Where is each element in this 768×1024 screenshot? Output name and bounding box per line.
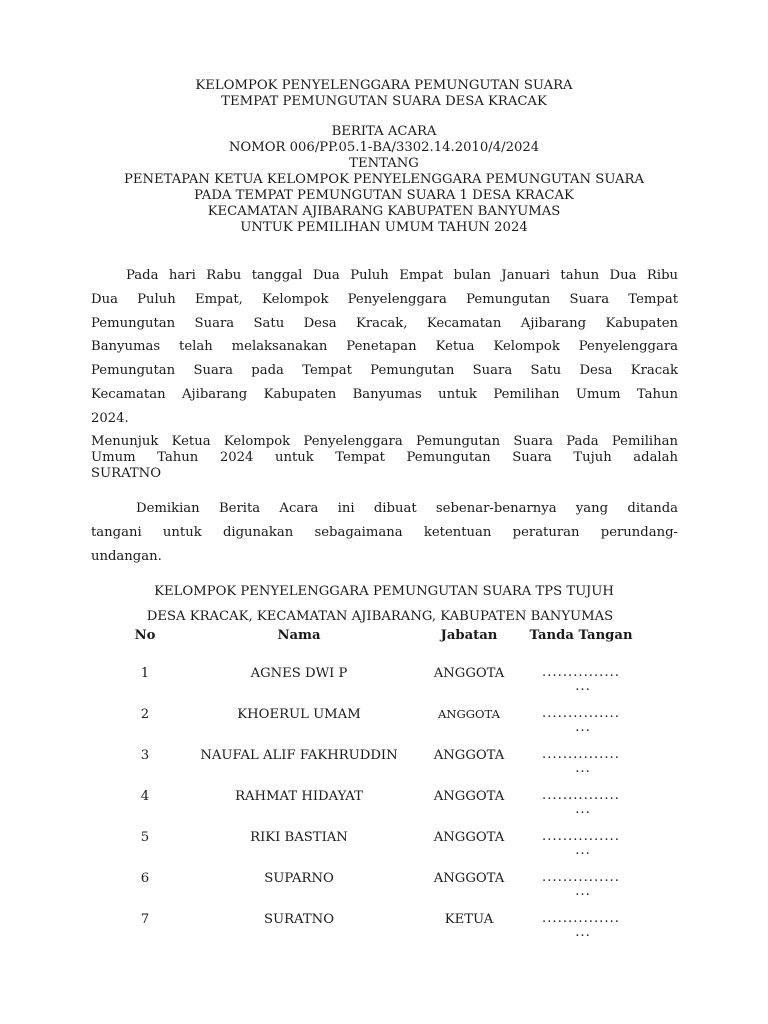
subject-line-4: UNTUK PEMILIHAN UMUM TAHUN 2024 bbox=[240, 220, 528, 235]
signature-dots: ............... bbox=[542, 706, 620, 721]
about-label: TENTANG bbox=[349, 156, 419, 171]
header-no: No bbox=[134, 628, 156, 643]
row-no: 7 bbox=[140, 912, 150, 927]
row-jabatan: ANGGOTA bbox=[433, 748, 505, 763]
table-title-line-2: DESA KRACAK, KECAMATAN AJIBARANG, KABUPATEN BANYUMAS bbox=[146, 609, 614, 624]
row-no: 5 bbox=[140, 830, 150, 845]
signature-dots: ............... bbox=[542, 788, 620, 803]
table-row bbox=[107, 789, 639, 830]
document-heading bbox=[0, 124, 768, 236]
signature-field bbox=[523, 830, 639, 871]
paragraph-1-line: Banyumas telah melaksanakan Penetapan Ketua Kelompok Penyelenggara bbox=[91, 339, 678, 355]
row-no: 1 bbox=[140, 666, 150, 681]
paragraph-1-line: Dua Puluh Empat, Kelompok Penyelenggara Pemungutan Suara Tempat bbox=[91, 291, 678, 307]
signature-field bbox=[523, 666, 639, 707]
paragraph-1-line: 2024. bbox=[91, 410, 129, 426]
signature-field bbox=[523, 789, 639, 830]
row-nama: SURATNO bbox=[263, 912, 335, 927]
table-row bbox=[107, 666, 639, 707]
row-jabatan: KETUA bbox=[444, 912, 494, 927]
signature-dots: ... bbox=[575, 843, 591, 858]
org-line-2: TEMPAT PEMUNGUTAN SUARA DESA KRACAK bbox=[221, 94, 547, 109]
paragraph-1-line: Pada hari Rabu tanggal Dua Puluh Empat bulan Januari tahun Dua Ribu bbox=[126, 268, 678, 283]
table-row bbox=[107, 748, 639, 789]
document-number: NOMOR 006/PP.05.1-BA/3302.14.2010/4/2024 bbox=[228, 140, 540, 155]
document-title: BERITA ACARA bbox=[331, 124, 437, 139]
paragraph-3-line: undangan. bbox=[91, 549, 162, 564]
org-header bbox=[0, 78, 768, 110]
subject-line-1: PENETAPAN KETUA KELOMPOK PENYELENGGARA PEMUNGUTAN SUARA bbox=[123, 172, 645, 187]
signature-dots: ... bbox=[575, 679, 591, 694]
subject-line-3: KECAMATAN AJIBARANG KABUPATEN BANYUMAS bbox=[207, 204, 561, 219]
row-nama: RAHMAT HIDAYAT bbox=[235, 789, 363, 804]
member-signature-table bbox=[107, 628, 639, 953]
row-no: 6 bbox=[140, 871, 150, 886]
subject-line-2: PADA TEMPAT PEMUNGUTAN SUARA 1 DESA KRACAK bbox=[194, 188, 574, 203]
row-nama: NAUFAL ALIF FAKHRUDDIN bbox=[200, 748, 398, 763]
signature-field bbox=[523, 871, 639, 912]
signature-dots: ... bbox=[575, 802, 591, 817]
paragraph-1-line: Pemungutan Suara Satu Desa Kracak, Kecamatan Ajibarang Kabupaten bbox=[91, 315, 678, 331]
paragraph-1-line: Pemungutan Suara pada Tempat Pemungutan Suara Satu Desa Kracak bbox=[91, 363, 678, 379]
row-no: 2 bbox=[140, 707, 150, 722]
row-nama: AGNES DWI P bbox=[250, 666, 348, 681]
row-no: 4 bbox=[140, 789, 150, 804]
signature-dots: ... bbox=[575, 925, 591, 940]
table-row bbox=[107, 912, 639, 953]
signature-dots: ... bbox=[575, 884, 591, 899]
table-header-row bbox=[107, 628, 639, 648]
row-jabatan: ANGGOTA bbox=[433, 789, 505, 804]
signature-field bbox=[523, 707, 639, 748]
paragraph-2-line: SURATNO bbox=[91, 466, 162, 481]
paragraph-3-line: Demikian Berita Acara ini dibuat sebenar-benarnya yang ditanda bbox=[136, 501, 678, 516]
signature-dots: ............... bbox=[542, 870, 620, 885]
row-jabatan: ANGGOTA bbox=[433, 666, 505, 681]
row-nama: SUPARNO bbox=[264, 871, 334, 886]
header-nama: Nama bbox=[277, 628, 321, 643]
signature-dots: ............... bbox=[542, 829, 620, 844]
signature-dots: ............... bbox=[542, 747, 620, 762]
row-jabatan: ANGGOTA bbox=[437, 707, 501, 721]
row-jabatan: ANGGOTA bbox=[433, 871, 505, 886]
row-nama: RIKI BASTIAN bbox=[250, 830, 348, 845]
signature-field bbox=[523, 748, 639, 789]
paragraph-1-line: Kecamatan Ajibarang Kabupaten Banyumas untuk Pemilihan Umum Tahun bbox=[91, 386, 678, 402]
paragraph-2 bbox=[91, 434, 678, 482]
paragraph-2-line: Umum Tahun 2024 untuk Tempat Pemungutan Suara Tujuh adalah bbox=[91, 450, 678, 465]
paragraph-3 bbox=[91, 497, 678, 569]
row-no: 3 bbox=[140, 748, 150, 763]
table-title-line-1: KELOMPOK PENYELENGGARA PEMUNGUTAN SUARA TPS TUJUH bbox=[154, 584, 614, 599]
table-row bbox=[107, 830, 639, 871]
table-row bbox=[107, 707, 639, 748]
paragraph-2-line: Menunjuk Ketua Kelompok Penyelenggara Pemungutan Suara Pada Pemilihan bbox=[91, 434, 678, 449]
paragraph-3-line: tangani untuk digunakan sebagaimana ketentuan peraturan perundang- bbox=[91, 525, 678, 540]
row-jabatan: ANGGOTA bbox=[433, 830, 505, 845]
signature-dots: ... bbox=[575, 761, 591, 776]
paragraph-1 bbox=[91, 264, 678, 431]
signature-field bbox=[523, 912, 639, 953]
row-nama: KHOERUL UMAM bbox=[237, 707, 361, 722]
signature-dots: ............... bbox=[542, 911, 620, 926]
header-tanda-tangan: Tanda Tangan bbox=[529, 628, 633, 643]
org-line-1: KELOMPOK PENYELENGGARA PEMUNGUTAN SUARA bbox=[195, 78, 573, 93]
header-jabatan: Jabatan bbox=[440, 628, 498, 643]
table-row bbox=[107, 871, 639, 912]
signature-dots: ... bbox=[575, 720, 591, 735]
signature-dots: ............... bbox=[542, 665, 620, 680]
